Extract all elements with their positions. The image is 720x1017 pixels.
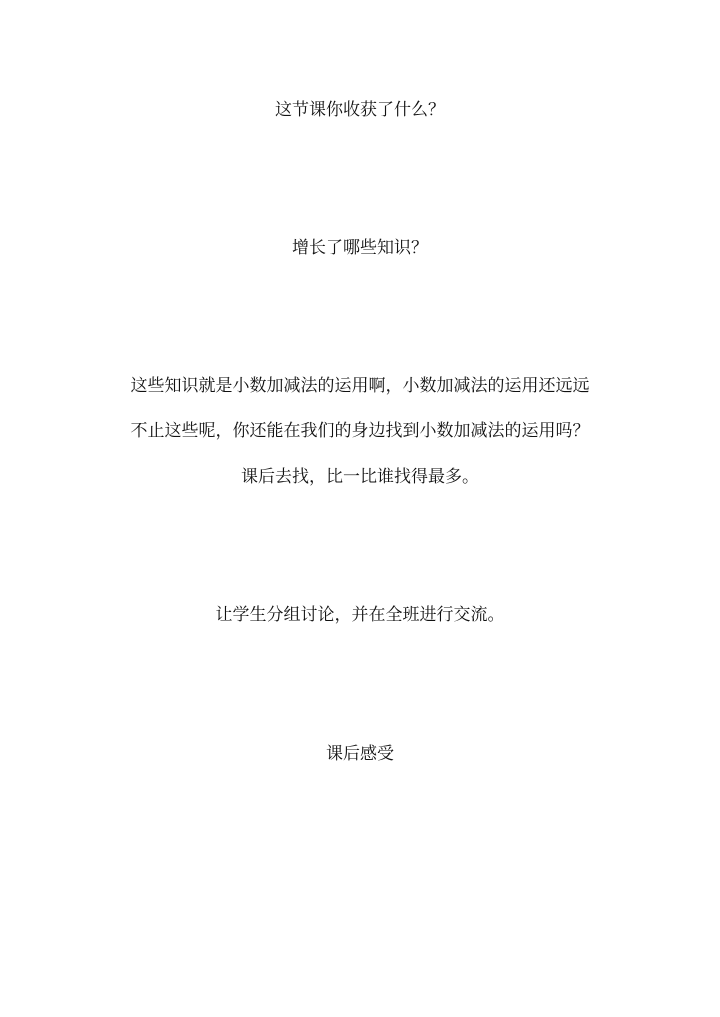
paragraph-line-1: 这些知识就是小数加减法的运用啊，小数加减法的运用还远远 — [130, 376, 590, 396]
paragraph-line-2: 不止这些呢，你还能在我们的身边找到小数加减法的运用吗？ — [130, 421, 590, 441]
paragraph-line-3: 课后去找，比一比谁找得最多。 — [241, 467, 479, 487]
question-harvest: 这节课你收获了什么？ — [275, 100, 445, 120]
discussion-instruction: 让学生分组讨论，并在全班进行交流。 — [215, 605, 505, 625]
section-heading-reflection: 课后感受 — [326, 744, 394, 764]
question-knowledge: 增长了哪些知识？ — [292, 238, 428, 258]
